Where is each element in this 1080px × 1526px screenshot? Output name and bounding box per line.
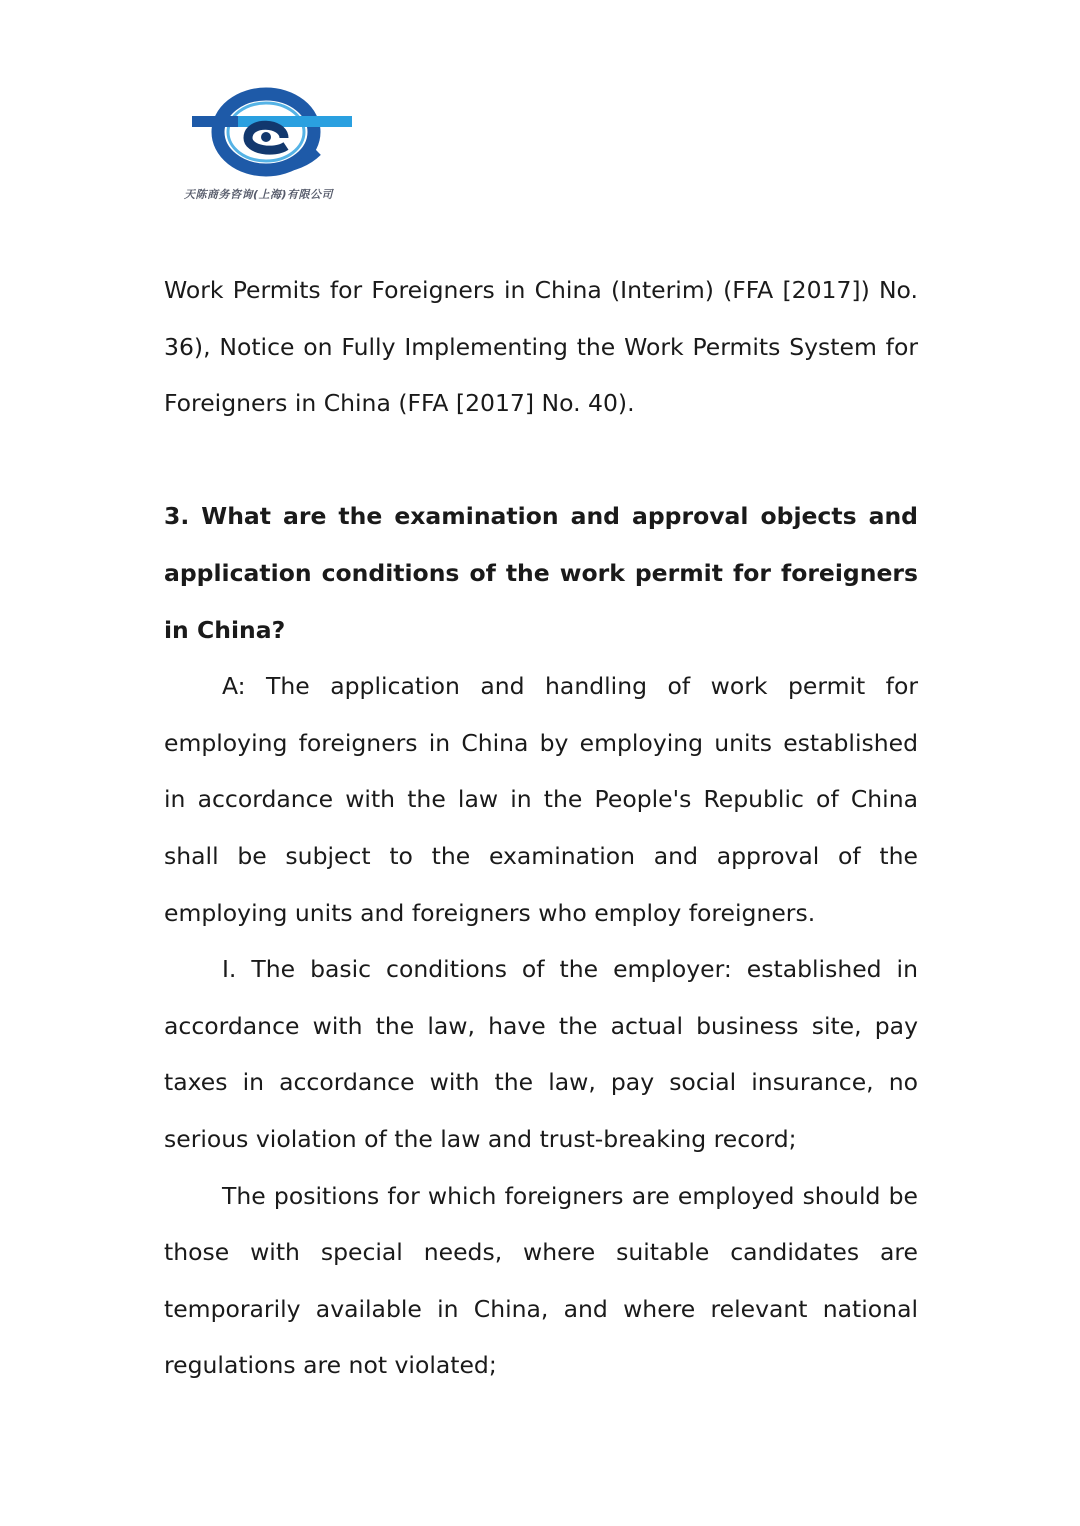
company-logo xyxy=(180,86,364,202)
answer-paragraph: A: The application and handling of work permit for employing foreigners in China by employing units established in accordance with the law in the People's Republic of China shall be subject to the examination and approval of the employing units and foreigners who employ foreigners. xyxy=(164,672,918,927)
intro-paragraph: Work Permits for Foreigners in China (Interim) (FFA [2017]) No. 36), Notice on Fully Implementing the Work Permits System for Foreigners in China (FFA [2017] No. 40). xyxy=(164,276,918,418)
section-heading: 3. What are the examination and approval objects and application conditions of the work permit for foreigners in China? xyxy=(164,502,918,644)
logo-caption: 天陈商务咨询(上海)有限公司 xyxy=(184,188,334,201)
company-logo-emblem xyxy=(188,86,358,181)
document-body xyxy=(164,262,918,1394)
positions-paragraph: The positions for which foreigners are employed should be those with special needs, where suitable candidates are temporarily available in China, and where relevant national regulations are not violated; xyxy=(164,1181,918,1380)
paragraph-gap xyxy=(164,432,918,489)
condition-paragraph: I. The basic conditions of the employer: established in accordance with the law, have the actual business site, pay taxes in accordance with the law, pay social insurance, no serious violation of the law and trust-breaking record; xyxy=(164,955,918,1153)
